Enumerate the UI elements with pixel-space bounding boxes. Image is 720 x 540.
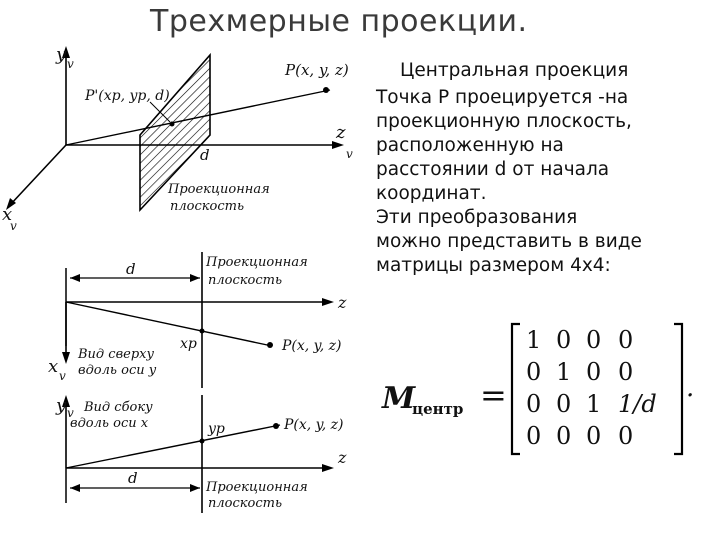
matrix-end: . <box>686 373 695 403</box>
plane-label-2: плоскость <box>170 199 245 214</box>
left-bracket <box>512 324 520 454</box>
matrix-cell: 0 <box>556 422 572 450</box>
point-p-prime <box>170 122 175 127</box>
matrix-formula <box>368 322 718 472</box>
yp-label: yp <box>208 421 225 437</box>
projection-ray <box>66 425 280 468</box>
slide-title: Трехмерные проекции. <box>150 4 528 39</box>
plane-label-1: Проекционная <box>168 182 270 197</box>
view-label-2: вдоль оси y <box>78 363 157 378</box>
y-axis-sub: v <box>67 57 74 71</box>
plane-label-1: Проекционная <box>206 480 308 495</box>
plane-label-2: плоскость <box>208 273 283 288</box>
y-axis-sub: v <box>67 406 74 420</box>
x-axis-sub: v <box>59 369 66 383</box>
x-axis-label: x <box>2 204 13 225</box>
right-bracket <box>674 324 682 454</box>
matrix-label: M <box>382 381 416 416</box>
matrix-cell: 1 <box>586 390 602 418</box>
section-heading: Центральная проекция <box>400 60 629 81</box>
text-line: расположенную на <box>376 135 564 156</box>
point-xp <box>200 329 205 334</box>
point-p <box>323 87 329 93</box>
plane-label-2: плоскость <box>208 496 283 511</box>
text-line: расстоянии d от начала <box>376 159 610 180</box>
text-line: координат. <box>376 183 487 204</box>
matrix-cell: 0 <box>586 358 602 386</box>
point-yp <box>200 439 205 444</box>
text-line: матрицы размером 4х4: <box>376 255 611 276</box>
view-label-2: вдоль оси x <box>70 416 149 431</box>
matrix-cell: 0 <box>618 326 634 354</box>
matrix-cell: 0 <box>526 422 542 450</box>
matrix-cell: 0 <box>526 390 542 418</box>
figure-3d-projection <box>0 40 360 240</box>
point-p-label: P(x, y, z) <box>284 417 344 433</box>
equals-sign: = <box>480 376 507 414</box>
figure-top-view <box>0 248 360 388</box>
matrix-cell: 0 <box>618 422 634 450</box>
text-line: можно представить в виде <box>376 231 642 252</box>
matrix-cell: 0 <box>526 358 542 386</box>
figure-side-view <box>0 393 360 540</box>
text-line: Эти преобразования <box>376 207 578 228</box>
projection-ray <box>66 302 272 346</box>
matrix-label-sub: центр <box>412 400 464 418</box>
y-axis-label: y <box>56 44 67 65</box>
z-axis-sub: v <box>346 147 353 161</box>
point-p <box>273 423 279 429</box>
matrix-cell: 0 <box>618 358 634 386</box>
z-axis-label: z <box>338 448 347 467</box>
point-p <box>267 342 273 348</box>
x-axis <box>10 145 66 205</box>
z-axis-label: z <box>336 122 346 143</box>
d-label: d <box>128 469 138 487</box>
matrix-cell: 1 <box>526 326 542 354</box>
d-label: d <box>126 260 136 278</box>
point-p-label: P(x, y, z) <box>285 61 349 79</box>
text-line: Точка P проецируется -на <box>376 87 629 108</box>
matrix-cell: 1/d <box>618 390 657 418</box>
y-axis-label: y <box>56 395 67 416</box>
view-label-1: Вид сбоку <box>84 400 153 415</box>
text-line: проекционную плоскость, <box>376 111 632 132</box>
x-axis-label: x <box>48 356 59 377</box>
d-label: d <box>200 146 210 164</box>
x-axis-sub: v <box>10 219 17 233</box>
matrix-cell: 0 <box>556 326 572 354</box>
plane-label-1: Проекционная <box>206 255 308 270</box>
z-axis-label: z <box>338 293 347 312</box>
point-p-prime-label: P'(xp, yp, d) <box>85 88 170 104</box>
xp-label: xp <box>180 336 197 352</box>
matrix-cell: 0 <box>556 390 572 418</box>
matrix-cell: 0 <box>586 422 602 450</box>
matrix-cell: 0 <box>586 326 602 354</box>
view-label-1: Вид сверху <box>78 347 155 362</box>
matrix-cell: 1 <box>556 358 572 386</box>
point-p-label: P(x, y, z) <box>282 338 342 354</box>
